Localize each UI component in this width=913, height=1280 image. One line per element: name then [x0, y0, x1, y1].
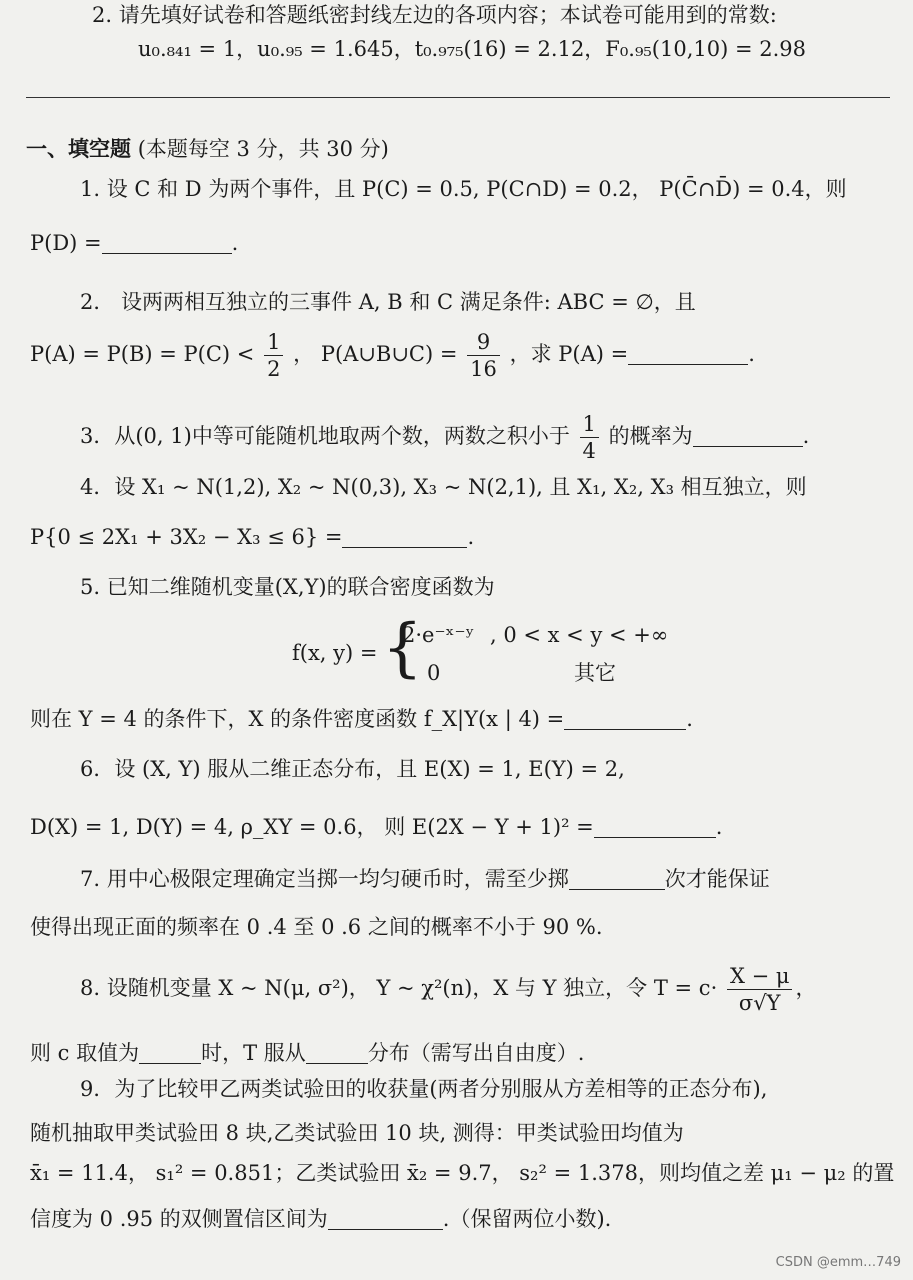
- q4-line1: 4．设 X₁ ~ N(1,2), X₂ ~ N(0,3), X₃ ~ N(2,1), 且 X₁, X₂, X₃ 相互独立，则: [80, 475, 807, 499]
- q7-answer-blank: [569, 867, 665, 890]
- q8-text-c: 则 c 取值为: [30, 1041, 140, 1065]
- q5-case2-cond: 其它: [574, 661, 616, 685]
- q5-line3: [30, 704, 693, 734]
- q3-f-den: 4: [582, 439, 596, 463]
- q5-brace: {: [382, 611, 423, 685]
- q5-cond-density: 则在 Y = 4 的条件下，X 的条件密度函数 f_X|Y(x | 4) =: [30, 707, 565, 731]
- q2-line1: 2． 设两两相互独立的三事件 A, B 和 C 满足条件: ABC = ∅，且: [80, 290, 696, 314]
- q4-period: .: [467, 525, 475, 549]
- q8-answer-blank-2: [306, 1041, 368, 1064]
- q9-line3: x̄₁ = 11.4， s₁² = 0.851；乙类试验田 x̄₂ = 9.7， s₂² = 1.378，则均值之差 μ₁ − μ₂ 的置: [30, 1161, 895, 1185]
- q7-text-a: 7. 用中心极限定理确定当掷一均匀硬币时，需至少掷: [80, 867, 569, 891]
- q8-f-den: σ√Y: [738, 991, 781, 1015]
- q5-fxy: f(x, y) =: [292, 641, 378, 665]
- q4-answer-blank: [342, 525, 467, 548]
- q7-line2: 使得出现正面的频率在 0 .4 至 0 .6 之间的概率不小于 90 %.: [30, 915, 603, 939]
- q3-answer-blank: [693, 424, 803, 447]
- q5-case1: [402, 620, 474, 650]
- q2-condition: P(A) = P(B) = P(C) <: [30, 342, 255, 366]
- q6-line1: 6．设 (X, Y) 服从二维正态分布，且 E(X) = 1, E(Y) = 2,: [80, 757, 625, 781]
- q9-line1: 9．为了比较甲乙两类试验田的收获量(两者分别服从方差相等的正态分布),: [80, 1077, 768, 1101]
- q2-ask: ，求 P(A) =: [509, 342, 629, 366]
- q7-text-b: 次才能保证: [664, 867, 770, 891]
- q6-answer-blank: [594, 815, 716, 838]
- q3-fraction: [580, 411, 599, 464]
- q5-case1-cond: , 0 < x < y < +∞: [490, 623, 669, 647]
- q2-f1-num: 1: [264, 329, 283, 356]
- q8-text-a: 8. 设随机变量 X ~ N(μ, σ²)， Y ~ χ²(n)，X 与 Y 独立，令 T = c·: [80, 976, 718, 1000]
- q8-line1: [80, 960, 816, 1016]
- q8-fraction: [727, 963, 793, 1016]
- q1-period: .: [231, 231, 239, 255]
- q4-line2: [30, 522, 474, 552]
- q5-line1: 5. 已知二维随机变量(X,Y)的联合密度函数为: [80, 575, 495, 599]
- section-note: (本题每空 3 分，共 30 分): [137, 137, 389, 161]
- q2-period: .: [748, 342, 755, 366]
- q3-period: .: [802, 424, 810, 448]
- section-heading: [26, 134, 389, 164]
- q8-text-e: 分布（需写出自由度）.: [367, 1041, 585, 1065]
- watermark: CSDN @emm…749: [775, 1255, 901, 1270]
- divider: [26, 97, 890, 98]
- q8-answer-blank-1: [139, 1041, 201, 1064]
- q2-answer-blank: [628, 342, 748, 365]
- q7-line1: [80, 864, 770, 894]
- q8-f-num: X − μ: [727, 963, 793, 990]
- q2-f1-den: 2: [267, 357, 281, 381]
- q3-line: [80, 408, 809, 464]
- q5-answer-blank: [564, 707, 686, 730]
- q6-params: D(X) = 1, D(Y) = 4, ρ_XY = 0.6， 则 E(2X − Y + 1)² =: [30, 815, 594, 839]
- q3-text-b: 的概率为: [608, 424, 693, 448]
- q9-line4: [30, 1204, 611, 1234]
- q3-f-num: 1: [580, 411, 599, 438]
- q2-f2-num: 9: [467, 329, 500, 356]
- instruction-line: 2. 请先填好试卷和答题纸密封线左边的各项内容；本试卷可能用到的常数:: [92, 3, 777, 27]
- q3-text-a: 3．从(0, 1)中等可能随机地取两个数，两数之积小于: [80, 424, 570, 448]
- q2-fraction-9-16: [467, 329, 500, 382]
- q4-prob: P{0 ≤ 2X₁ + 3X₂ − X₃ ≤ 6} =: [30, 525, 343, 549]
- q6-line2: [30, 812, 722, 842]
- q8-comma: ，: [795, 976, 817, 1000]
- constants-line: u₀.₈₄₁ = 1，u₀.₉₅ = 1.645，t₀.₉₇₅(16) = 2.12，F₀.₉₅(10,10) = 2.98: [138, 37, 807, 61]
- q2-union: ， P(A∪B∪C) =: [293, 342, 458, 366]
- q1-answer-blank: [102, 231, 232, 254]
- q5-period: .: [686, 707, 693, 731]
- q9-text-b: .（保留两位小数).: [442, 1207, 612, 1231]
- q2-line2: [30, 326, 755, 382]
- q9-line2: 随机抽取甲类试验田 8 块,乙类试验田 10 块, 测得：甲类试验田均值为: [30, 1121, 684, 1145]
- q5-case1-expr: 2·e⁻ˣ⁻ʸ: [402, 623, 475, 647]
- q9-answer-blank: [328, 1207, 443, 1230]
- q8-line2: [30, 1038, 585, 1068]
- q1-lhs: P(D) =: [30, 231, 102, 255]
- q1-line2: [30, 228, 238, 258]
- q6-period: .: [715, 815, 723, 839]
- q2-fraction-half: [264, 329, 283, 382]
- q8-text-d: 时，T 服从: [201, 1041, 306, 1065]
- q1-line1: 1. 设 C 和 D 为两个事件，且 P(C) = 0.5, P(C∩D) = 0.2， P(C̄∩D̄) = 0.4，则: [80, 177, 847, 201]
- section-title: 一、填空题: [26, 137, 131, 161]
- q5-case2: 0: [427, 661, 441, 685]
- q2-f2-den: 16: [470, 357, 497, 381]
- q9-text-a: 信度为 0 .95 的双侧置信区间为: [30, 1207, 328, 1231]
